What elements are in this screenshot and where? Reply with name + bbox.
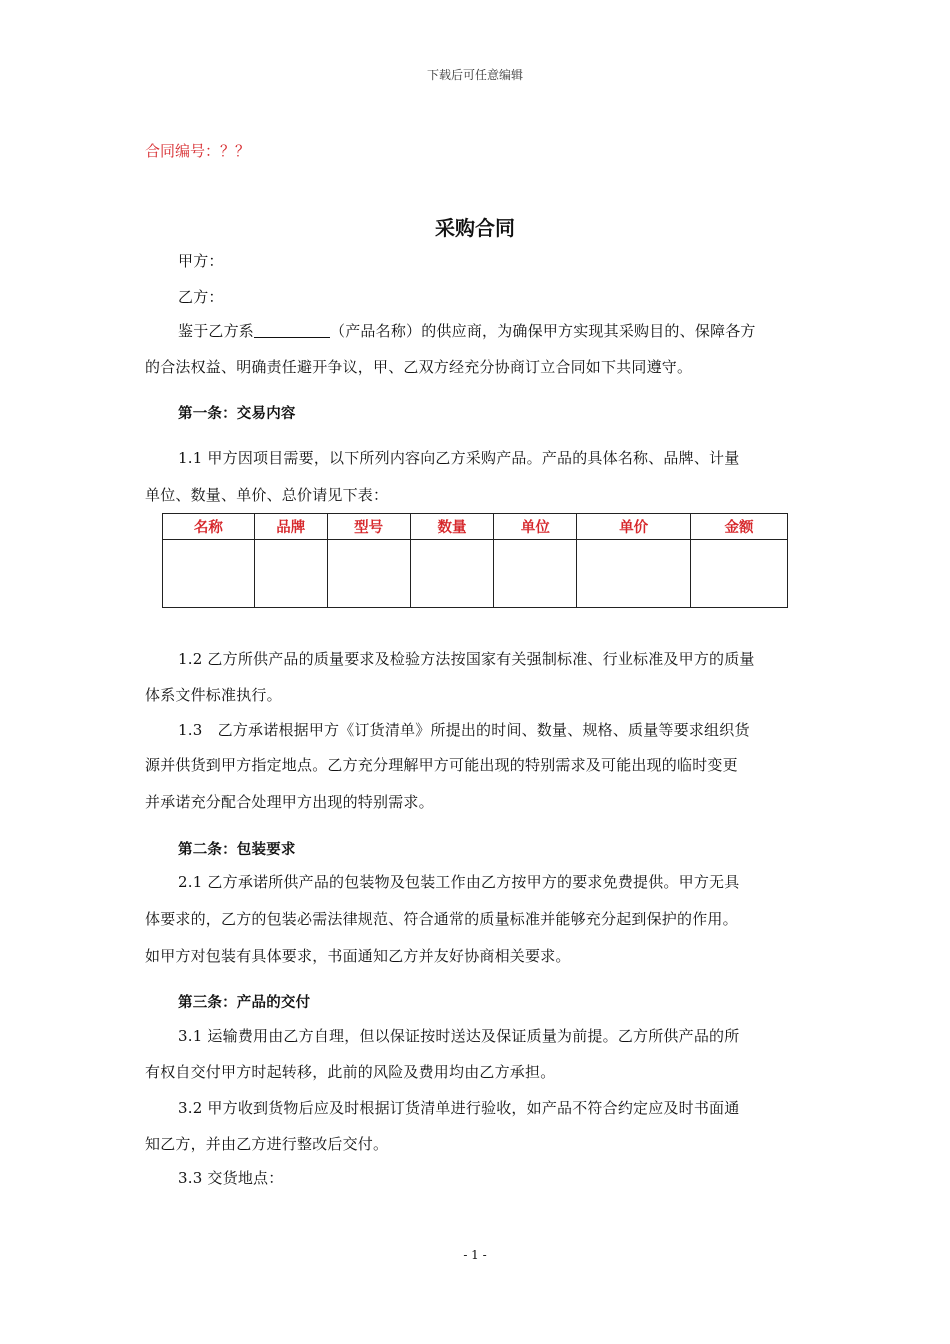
document-title: 采购合同 bbox=[435, 216, 515, 240]
article-1-3-line-1: 1.3 乙方承诺根据甲方《订货清单》所提出的时间、数量、规格、质量等要求组织货 bbox=[178, 721, 750, 739]
article-1-2-line-2: 体系文件标准执行。 bbox=[145, 686, 282, 704]
table-cell bbox=[410, 540, 494, 608]
article-2-1-line-1: 2.1 乙方承诺所供产品的包装物及包装工作由乙方按甲方的要求免费提供。甲方无具 bbox=[178, 873, 740, 891]
product-name-blank bbox=[254, 323, 330, 338]
article-3-2-line-2: 知乙方，并由乙方进行整改后交付。 bbox=[145, 1135, 389, 1153]
table-cell bbox=[577, 540, 691, 608]
intro-suffix: （产品名称）的供应商，为确保甲方实现其采购目的、保障各方 bbox=[330, 322, 756, 340]
page-number: - 1 - bbox=[463, 1248, 487, 1262]
col-header-brand: 品牌 bbox=[254, 514, 327, 540]
article-1-heading: 第一条：交易内容 bbox=[178, 406, 296, 422]
article-1-1-line-2: 单位、数量、单价、总价请见下表： bbox=[145, 486, 389, 504]
article-2-1-line-2: 体要求的，乙方的包装必需法律规范、符合通常的质量标准并能够充分起到保护的作用。 bbox=[145, 910, 738, 928]
table-cell bbox=[327, 540, 410, 608]
col-header-model: 型号 bbox=[327, 514, 410, 540]
party-b-label: 乙方： bbox=[178, 288, 224, 306]
page-header-note: 下载后可任意编辑 bbox=[426, 68, 523, 82]
article-3-2-line-1: 3.2 甲方收到货物后应及时根据订货清单进行验收，如产品不符合约定应及时书面通 bbox=[178, 1099, 740, 1117]
article-2-heading: 第二条：包装要求 bbox=[178, 842, 296, 858]
article-1-1-line-1: 1.1 甲方因项目需要，以下所列内容向乙方采购产品。产品的具体名称、品牌、计量 bbox=[178, 449, 740, 467]
intro-line-2: 的合法权益、明确责任避开争议，甲、乙双方经充分协商订立合同如下共同遵守。 bbox=[145, 358, 693, 376]
article-2-1-line-3: 如甲方对包装有具体要求，书面通知乙方并友好协商相关要求。 bbox=[145, 947, 571, 965]
product-table bbox=[162, 513, 788, 608]
intro-line-1 bbox=[178, 320, 843, 341]
article-3-heading: 第三条：产品的交付 bbox=[178, 995, 311, 1011]
col-header-name: 名称 bbox=[163, 514, 255, 540]
article-3-1-line-1: 3.1 运输费用由乙方自理，但以保证按时送达及保证质量为前提。乙方所供产品的所 bbox=[178, 1027, 740, 1045]
table-cell bbox=[691, 540, 788, 608]
article-3-1-line-2: 有权自交付甲方时起转移，此前的风险及费用均由乙方承担。 bbox=[145, 1063, 556, 1081]
article-1-2-line-1: 1.2 乙方所供产品的质量要求及检验方法按国家有关强制标准、行业标准及甲方的质量 bbox=[178, 650, 755, 668]
article-1-3-line-2: 源并供货到甲方指定地点。乙方充分理解甲方可能出现的特别需求及可能出现的临时变更 bbox=[145, 756, 738, 774]
col-header-unit-price: 单价 bbox=[577, 514, 691, 540]
table-cell bbox=[494, 540, 577, 608]
intro-prefix: 鉴于乙方系 bbox=[178, 322, 255, 340]
col-header-amount: 金额 bbox=[691, 514, 788, 540]
article-3-3: 3.3 交货地点： bbox=[178, 1169, 284, 1187]
table-cell bbox=[254, 540, 327, 608]
table-cell bbox=[163, 540, 255, 608]
col-header-unit: 单位 bbox=[494, 514, 577, 540]
col-header-quantity: 数量 bbox=[410, 514, 494, 540]
product-table-header-row bbox=[163, 514, 788, 540]
table-row bbox=[163, 540, 788, 608]
article-1-3-line-3: 并承诺充分配合处理甲方出现的特别需求。 bbox=[145, 793, 434, 811]
contract-number: 合同编号：？？ bbox=[145, 142, 251, 160]
party-a-label: 甲方： bbox=[178, 252, 224, 270]
